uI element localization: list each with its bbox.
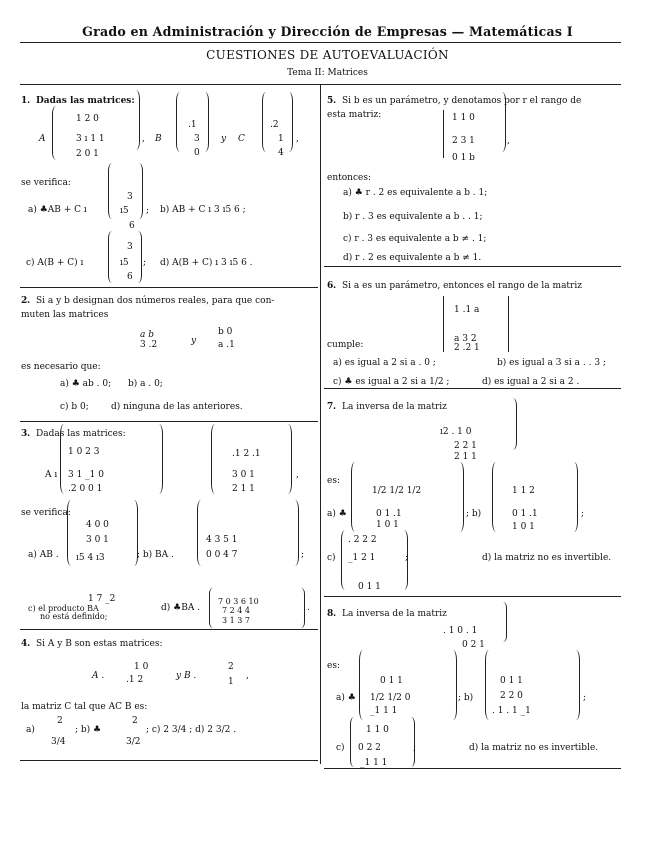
option-d[interactable]: d) es igual a 2 si a 2 . [482, 377, 580, 387]
right-bracket [508, 296, 509, 352]
topic-title: Tema II: Matrices [287, 68, 368, 78]
matrix-row: 1 2 0 [76, 114, 99, 124]
option-d[interactable]: d) ninguna de las anteriores. [111, 402, 243, 412]
option-b[interactable]: ; b) [458, 693, 474, 703]
left-paren [492, 462, 501, 532]
right-paren [571, 650, 580, 720]
option-c[interactable]: c) el producto BA [28, 604, 99, 613]
question-text: Si A y B son estas matrices: [36, 639, 163, 649]
question-number: 2 [21, 296, 28, 306]
option-b[interactable]: b) a . 0; [128, 379, 163, 389]
option-c-text: no está definido; [40, 612, 108, 621]
question-number: 3 [21, 429, 28, 439]
right-paren [569, 462, 578, 532]
right-paren [406, 717, 415, 767]
right-paren [284, 92, 293, 152]
right-paren [154, 424, 163, 494]
left-bracket [443, 110, 444, 158]
question-divider [324, 388, 621, 389]
verifica-text: se verifica: [21, 178, 71, 188]
matrix-label: A [39, 134, 46, 144]
question-divider [20, 421, 318, 422]
left-bracket [443, 296, 444, 352]
option-d[interactable]: d) ♣BA . [161, 603, 201, 613]
option-b[interactable]: b) AB + C ı 3 ı5 6 ; [160, 205, 246, 215]
question-text: esta matriz: [327, 110, 382, 120]
option-c[interactable]: ; c) 2 3/4 ; d) 2 3/2 . [146, 725, 237, 735]
option-d[interactable]: d) A(B + C) ı 3 ı5 6 . [160, 258, 253, 268]
option-a[interactable]: a) es igual a 2 si a . 0 ; [333, 358, 436, 368]
question-divider [324, 266, 621, 267]
option-c[interactable]: c) [336, 743, 345, 753]
right-paren [290, 500, 299, 566]
question-divider [324, 596, 621, 597]
right-paren [200, 92, 209, 152]
right-paren [133, 231, 142, 283]
question-text: Si a y b designan dos números reales, para que con- [36, 296, 275, 306]
question-number: 4 [21, 639, 28, 649]
page-title: Grado en Administración y Dirección de Empresas — Matemáticas I [82, 24, 573, 39]
option-c[interactable]: c) r . 3 es equivalente a b ≠ . 1; [343, 234, 487, 244]
option-a[interactable]: a) ♣ [336, 693, 356, 703]
question-number: 7 [327, 402, 334, 412]
question-text: La inversa de la matriz [342, 609, 447, 619]
question-text: La inversa de la matriz [342, 402, 447, 412]
question-number: 5 [327, 96, 334, 106]
left-paren [359, 650, 368, 720]
left-paren [108, 163, 117, 219]
question-number: 8 [327, 609, 334, 619]
question-text: la matriz C tal que AC B es: [21, 702, 148, 712]
right-paren [131, 90, 140, 150]
option-a[interactable]: a) ♣ ab . 0; [60, 379, 112, 389]
option-a[interactable]: a) ♣AB + C ı [28, 205, 87, 215]
option-c[interactable]: c) b 0; [60, 402, 89, 412]
verifica-text: se verifica: [21, 508, 71, 518]
option-a[interactable]: a) ♣ r . 2 es equivalente a b . 1; [343, 188, 488, 198]
option-d[interactable]: d) la matriz no es invertible. [482, 553, 612, 563]
left-paren [67, 500, 76, 566]
option-d[interactable]: d) r . 2 es equivalente a b ≠ 1. [343, 253, 482, 263]
question-text: Si b es un parámetro, y denotamos por r el rango de [342, 96, 582, 106]
left-paren [52, 106, 61, 160]
option-b[interactable]: b) es igual a 3 si a . . 3 ; [497, 358, 606, 368]
option-d[interactable]: d) la matriz no es invertible. [469, 743, 599, 753]
question-text: Dadas las matrices: [36, 96, 135, 106]
right-paren [455, 462, 464, 532]
left-paren [350, 717, 359, 767]
question-text: Dadas las matrices: [36, 429, 126, 439]
right-paren [448, 650, 457, 720]
option-a[interactable]: a) ♣ [327, 509, 347, 519]
question-number: 1 [21, 96, 28, 106]
question-number: 6 [327, 281, 334, 291]
option-b[interactable]: ; b) ♣ [75, 725, 102, 735]
option-a[interactable]: a) AB . [28, 550, 59, 560]
question-divider [324, 768, 621, 769]
option-c[interactable]: c) ♣ es igual a 2 si a 1/2 ; [333, 377, 450, 387]
right-paren [508, 398, 517, 450]
left-paren [211, 424, 220, 494]
question-divider [20, 760, 318, 761]
question-text: cumple: [327, 340, 364, 350]
question-text: es: [327, 661, 340, 671]
left-paren [176, 92, 185, 152]
question-text: es necesario que: [21, 362, 101, 372]
right-paren [134, 163, 143, 219]
question-divider [20, 287, 318, 288]
left-paren [209, 588, 218, 628]
option-b[interactable]: ; b) BA . [137, 550, 174, 560]
matrix-label: C [238, 134, 245, 144]
option-b[interactable]: b) r . 3 es equivalente a b . . 1; [343, 212, 483, 222]
header-rule [20, 42, 621, 43]
question-text: muten las matrices [21, 310, 109, 320]
left-paren [197, 500, 206, 566]
option-c[interactable]: c) A(B + C) ı [26, 258, 84, 268]
option-a[interactable]: a) [26, 725, 35, 735]
question-text: Si a es un parámetro, entonces el rango de la matriz [342, 281, 582, 291]
right-paren [498, 602, 507, 642]
option-c[interactable]: c) [327, 553, 336, 563]
left-paren [108, 231, 117, 283]
question-text: entonces: [327, 173, 371, 183]
matrix-row: 3 ı 1 1 [76, 134, 105, 144]
right-paren [283, 424, 292, 494]
left-paren [351, 462, 360, 532]
question-text: es: [327, 476, 340, 486]
option-b[interactable]: ; b) [466, 509, 482, 519]
right-paren [296, 588, 305, 628]
question-divider [20, 629, 318, 630]
section-title: CUESTIONES DE AUTOEVALUACIÓN [206, 48, 449, 62]
column-divider [320, 84, 321, 764]
right-paren [497, 92, 506, 152]
matrix-row: 2 0 1 [76, 149, 99, 159]
matrix-label: B [155, 134, 162, 144]
